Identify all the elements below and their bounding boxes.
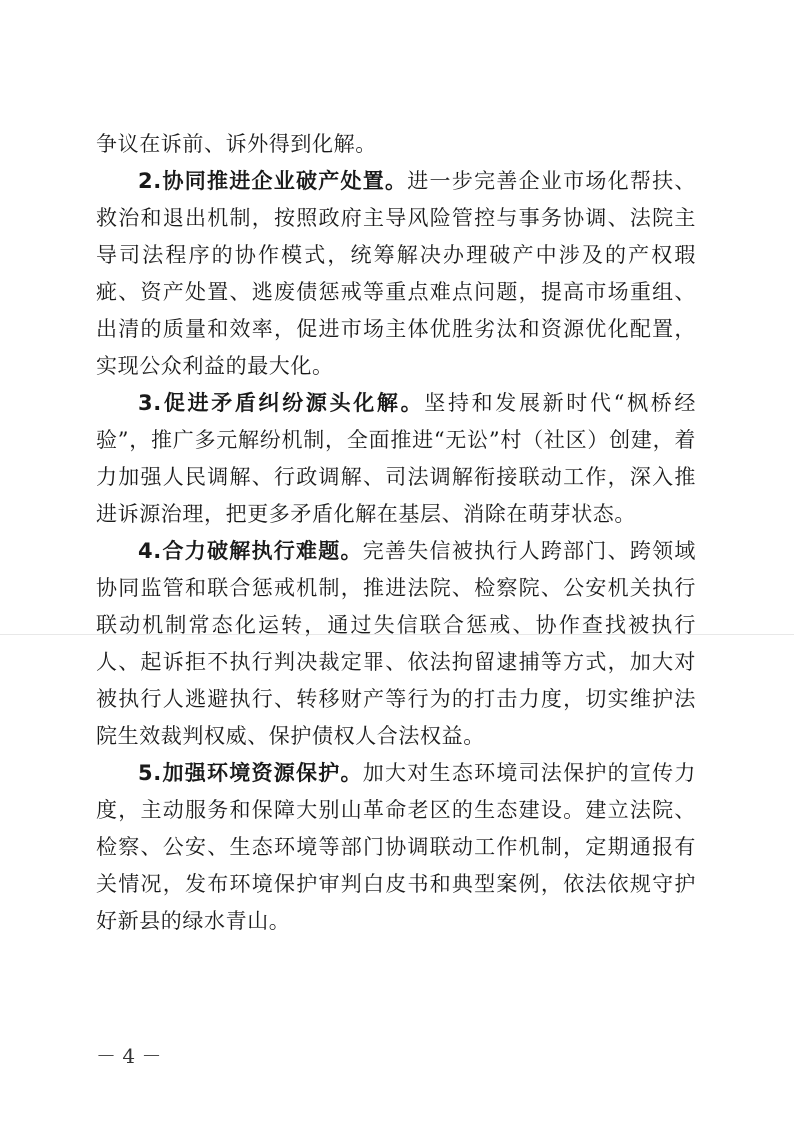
body-text	[96, 126, 696, 940]
paragraph-3-heading: 3.促进矛盾纠纷源头化解。	[138, 391, 425, 415]
paragraph-4	[96, 533, 696, 755]
paragraph-3-text: 坚持和发展新时代“枫桥经验”，推广多元解纷机制，全面推进“无讼”村（社区）创建，着力加强人民调解、行政调解、司法调解衔接联动工作，深入推进诉源治理，把更多矛盾化解在基层、消除在萌芽状态。	[96, 391, 697, 526]
paragraph-1-text: 争议在诉前、诉外得到化解。	[96, 132, 377, 156]
paragraph-2-heading: 2.协同推进企业破产处置。	[138, 169, 408, 193]
paragraph-3	[96, 385, 696, 533]
paragraph-4-heading: 4.合力破解执行难题。	[138, 539, 363, 563]
paragraph-2-text: 进一步完善企业市场化帮扶、救治和退出机制，按照政府主导风险管控与事务协调、法院主导司法程序的协作模式，统筹解决办理破产中涉及的产权瑕疵、资产处置、逃废债惩戒等重点难点问题，提高市场重组、出清的质量和效率，促进市场主体优胜劣汰和资源优化配置，实现公众利益的最大化。	[96, 169, 696, 378]
paragraph-2	[96, 163, 696, 385]
paragraph-5-text: 加大对生态环境司法保护的宣传力度，主动服务和保障大别山革命老区的生态建设。建立法院、检察、公安、生态环境等部门协调联动工作机制，定期通报有关情况，发布环境保护审判白皮书和典型案例，依法依规守护好新县的绿水青山。	[96, 761, 696, 933]
page-number: － 4 －	[96, 1044, 162, 1068]
paragraph-1	[96, 126, 696, 163]
paragraph-5	[96, 755, 696, 940]
paragraph-4-text: 完善失信被执行人跨部门、跨领域协同监管和联合惩戒机制，推进法院、检察院、公安机关执行联动机制常态化运转，通过失信联合惩戒、协作查找被执行人、起诉拒不执行判决裁定罪、依法拘留逮捕等方式，加大对被执行人逃避执行、转移财产等行为的打击力度，切实维护法院生效裁判权威、保护债权人合法权益。	[96, 539, 696, 748]
paragraph-5-heading: 5.加强环境资源保护。	[138, 761, 363, 785]
